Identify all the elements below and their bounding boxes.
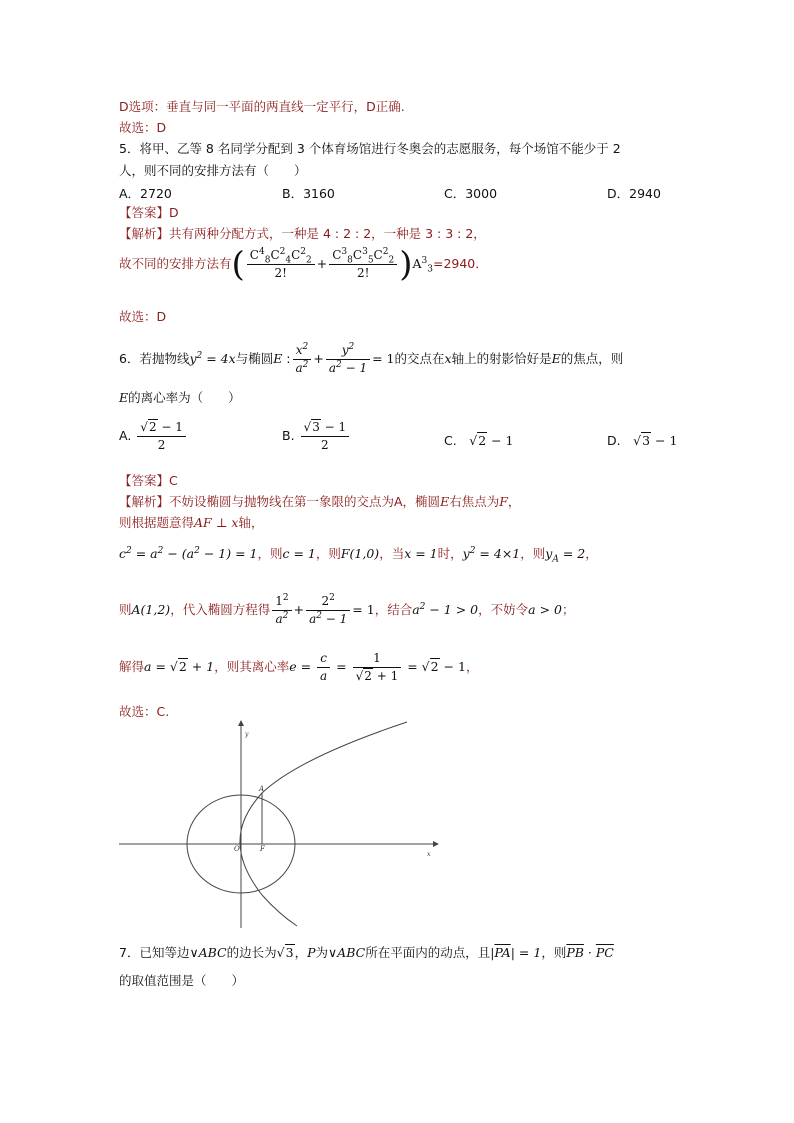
q6-option-b-label: B. (282, 428, 295, 443)
parabola-curve (240, 722, 407, 926)
q6-stem-a: 6．若抛物线 (119, 351, 190, 366)
q6-stem-c: 的交点在 (394, 351, 445, 366)
q5-calculation: 故不同的安排方法有( $\frac{C^4_8C^2_4C^2_2}{2!}$ + $\frac{C^3_8C^3_5C^2_2}{2!}$ )$A^3_3=2940$． (119, 244, 488, 285)
intro-pick: 故选：D (119, 120, 167, 135)
q5-stem-line2: 人，则不同的安排方法有（ ） (119, 163, 307, 178)
q6-step3-a: 解得 (119, 659, 145, 674)
q6-option-c: C. √2 − 1 (444, 433, 514, 448)
q6-analysis1-b: 右焦点为 (449, 494, 500, 509)
q5-answer: 【答案】D (119, 205, 179, 220)
q6-step1: $c^2 = a^2 - (a^2 - 1) = 1$，则c = 1，则F(1,0)，当x = 1时，$y^2 = 4\times 1$，则$y_A = 2$， (119, 545, 598, 565)
q6-step1-a: ，则 (257, 546, 283, 561)
q7-stem-e: ，则 (541, 945, 567, 960)
q5-option-b: B．3160 (282, 186, 335, 201)
q5-stem-line1: 5．将甲、乙等 8 名同学分配到 3 个体育场馆进行冬奥会的志愿服务，每个场馆不能少于 2 (119, 141, 621, 156)
q6-step1-b: ，则 (315, 546, 341, 561)
q6-option-b: B. $\frac{√3 - 1}{2}$ (282, 420, 351, 453)
q6-stem-line2-b: 的离心率为（ ） (128, 390, 241, 405)
label-y: y (245, 731, 249, 738)
q5-calc-result: =2940． (432, 256, 488, 271)
q6-step2-a: 则 (119, 602, 132, 617)
q5-analysis: 【解析】共有两种分配方式，一种是 4 : 2 : 2，一种是 3 : 3 : 2， (119, 226, 486, 241)
q6-option-a-label: A. (119, 428, 132, 443)
q6-step1-d: 时， (437, 546, 463, 561)
q6-stem-d: 轴上的射影恰好是 (451, 351, 552, 366)
q6-step2: 则A(1,2)，代入椭圆方程得 $\frac{1^2}{a^2}$ + $\frac{2^2}{a^2 - 1}$ = 1，结合$a^2 - 1 > 0$，不妨令a > 0； (119, 593, 575, 626)
q6-analysis1: 【解析】不妨设椭圆与抛物线在第一象限的交点为A，椭圆 (119, 494, 441, 509)
y-axis-arrow (238, 720, 244, 726)
q7-stem-d: 所在平面内的动点，且 (365, 945, 491, 960)
q6-step1-c: ，当 (379, 546, 405, 561)
q5-calc-prefix: 故不同的安排方法有 (119, 256, 232, 271)
q6-stem-line1: 6．若抛物线$y^2 = 4x$与椭圆E : $\frac{x^2}{a^2}$ + $\frac{y^2}{a^2 - 1}$ = 1的交点在x轴上的射影恰好是E的焦点，则 (119, 342, 624, 375)
ellipse-parabola-figure (119, 718, 439, 928)
q6-option-d-label: D. (607, 433, 621, 448)
q5-pick: 故选：D (119, 309, 167, 324)
q5-option-a: A．2720 (119, 186, 172, 201)
q6-analysis-line2: 则根据题意得AF ⊥ x轴， (119, 515, 264, 530)
q6-answer: 【答案】C (119, 473, 178, 488)
q6-stem-line2: E的离心率为（ ） (119, 390, 241, 405)
label-a: A (259, 785, 265, 793)
q7-stem-c: 为 (315, 945, 329, 960)
q6-step1-e: ，则 (520, 546, 546, 561)
q6-option-d: D. √3 − 1 (607, 433, 678, 448)
q6-stem-b: 与椭圆 (235, 351, 274, 366)
q7-stem-b: 的边长为 (226, 945, 277, 960)
q7-stem-line1: 7．已知等边∨ABC的边长为√3，P为∨ABC所在平面内的动点，且$|\overline{PA}| = 1$，则$\overline{PB} \cdot \overline{PC}$ (119, 945, 614, 960)
q7-stem-a: 7．已知等边 (119, 945, 190, 960)
q6-stem-e: 的焦点，则 (560, 351, 624, 366)
q6-step3: 解得a = √2 + 1，则其离心率e = $\frac{c}{a}$ = $\frac{1}{√2 + 1}$ = √2 − 1， (119, 651, 479, 683)
q6-step2-c: ，结合 (374, 602, 413, 617)
q6-step2-b: ，代入椭圆方程得 (170, 602, 271, 617)
q7-stem-line2: 的取值范围是（ ） (119, 973, 245, 988)
q6-step2-d: ，不妨令 (478, 602, 529, 617)
d-option-explanation: D选项：垂直与同一平面的两直线一定平行，D正确. (119, 99, 405, 114)
q6-step3-b: ，则其离心率 (214, 659, 290, 674)
q6-analysis2-b: 轴， (238, 515, 264, 530)
q6-analysis2: 则根据题意得 (119, 515, 195, 530)
q6-pick: 故选：C. (119, 704, 170, 719)
label-f: F (260, 845, 265, 853)
q6-option-c-label: C. (444, 433, 457, 448)
q6-option-a: A. $\frac{√2 - 1}{2}$ (119, 420, 188, 453)
label-o: O (234, 845, 240, 853)
label-x: x (427, 851, 431, 858)
q6-analysis-line1: 【解析】不妨设椭圆与抛物线在第一象限的交点为A，椭圆E右焦点为F， (119, 494, 521, 509)
q5-option-c: C．3000 (444, 186, 498, 201)
x-axis-arrow (433, 841, 439, 847)
q5-option-d: D．2940 (607, 186, 661, 201)
